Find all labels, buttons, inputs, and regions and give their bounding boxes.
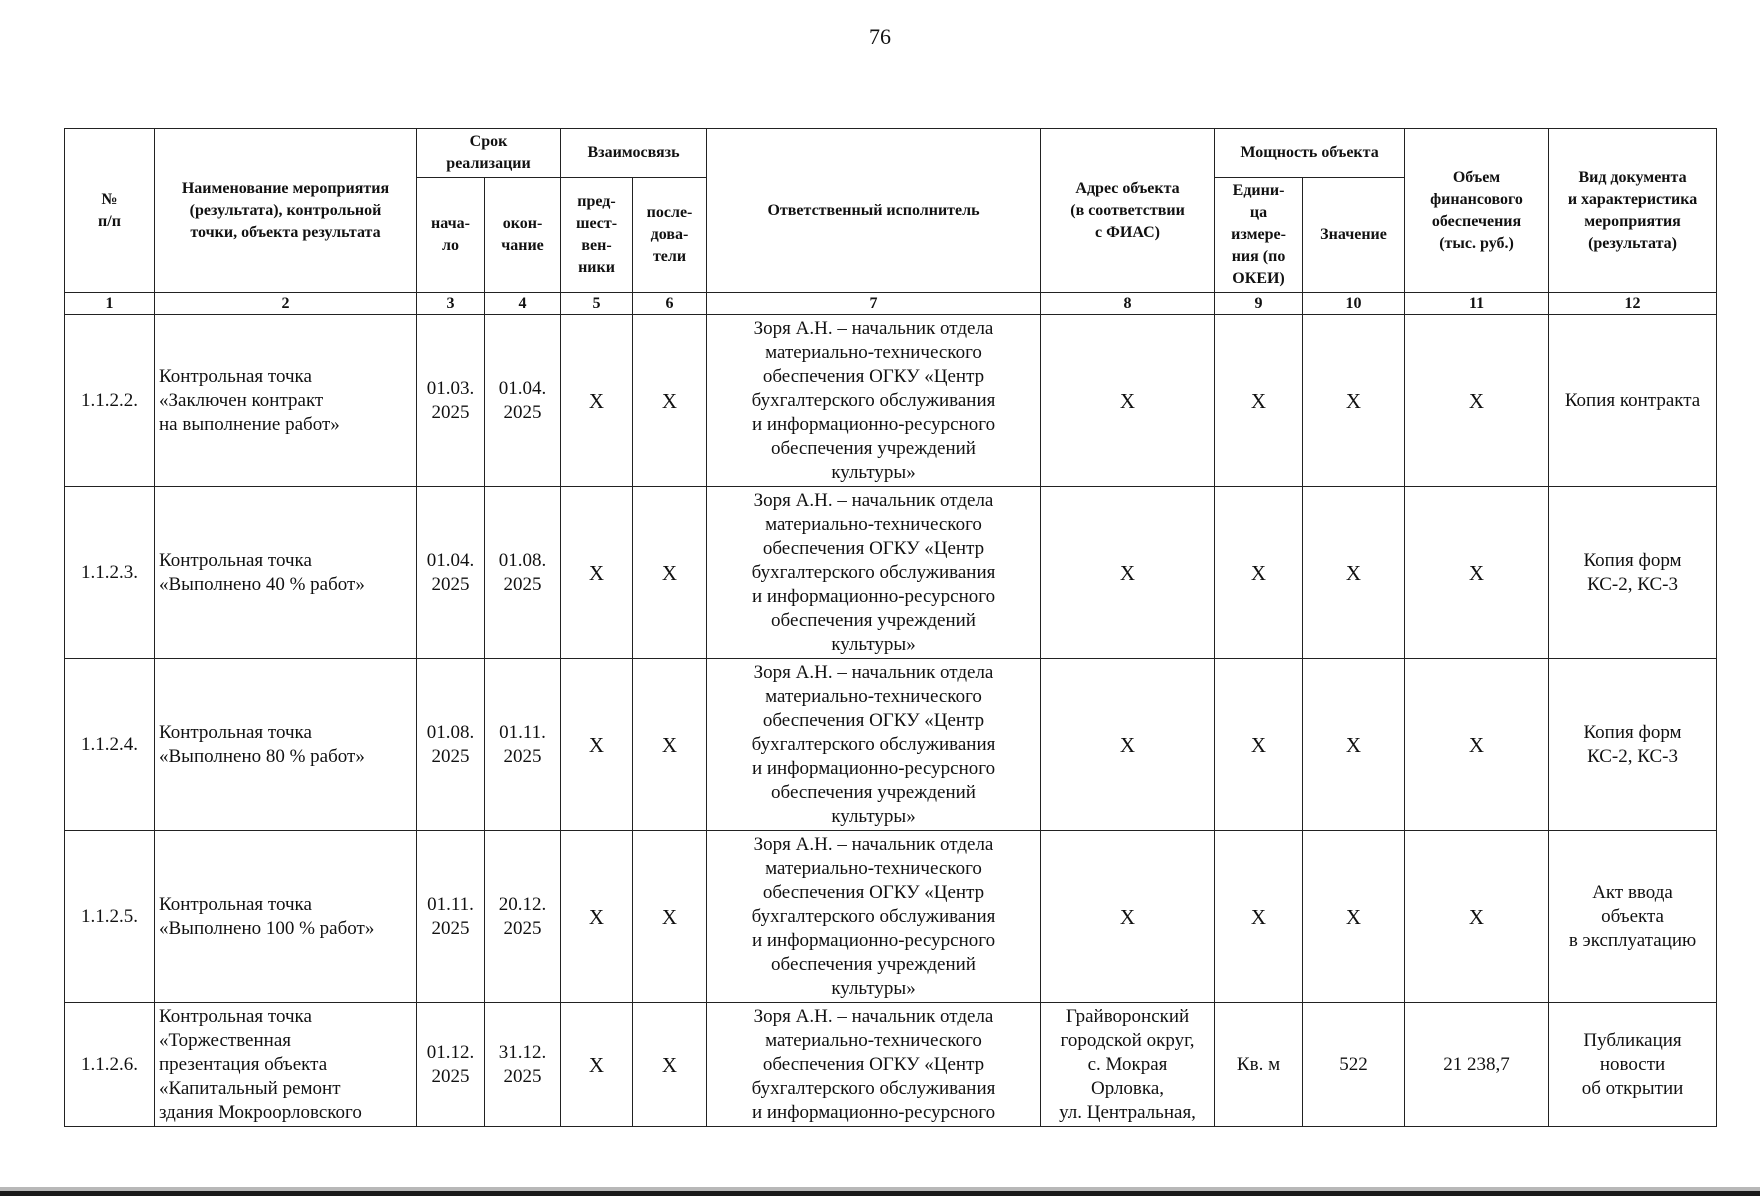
row-finance: X [1405, 315, 1549, 487]
row-finance: 21 238,7 [1405, 1003, 1549, 1127]
row-executor: Зоря А.Н. – начальник отдела материально-технического обеспечения ОГКУ «Центр бухгалтерского обслуживания и информационно-ресурсного обеспечения учреждений культуры» [707, 315, 1041, 487]
row-value: X [1303, 831, 1405, 1003]
column-number-row [65, 293, 1717, 315]
row-executor: Зоря А.Н. – начальник отдела материально-технического обеспечения ОГКУ «Центр бухгалтерского обслуживания и информационно-ресурсного обеспечения учреждений культуры» [707, 659, 1041, 831]
header-finance: Объем финансового обеспечения (тыс. руб.) [1405, 129, 1549, 293]
row-address: X [1041, 315, 1215, 487]
row-predecessors: X [561, 487, 633, 659]
row-unit: X [1215, 487, 1303, 659]
column-number: 8 [1041, 293, 1215, 315]
row-end-date: 01.08. 2025 [485, 487, 561, 659]
header-num: № п/п [65, 129, 155, 293]
row-name: Контрольная точка «Выполнено 80 % работ» [155, 659, 417, 831]
page-number: 76 [869, 24, 891, 49]
table-row [65, 487, 1717, 659]
row-executor: Зоря А.Н. – начальник отдела материально-технического обеспечения ОГКУ «Центр бухгалтерского обслуживания и информационно-ресурсного [707, 1003, 1041, 1127]
row-doc-type: Публикация новости об открытии [1549, 1003, 1717, 1127]
column-number: 10 [1303, 293, 1405, 315]
header-start: нача- ло [417, 178, 485, 293]
table-row [65, 659, 1717, 831]
column-number: 9 [1215, 293, 1303, 315]
row-unit: X [1215, 315, 1303, 487]
row-num: 1.1.2.4. [65, 659, 155, 831]
row-end-date: 01.11. 2025 [485, 659, 561, 831]
header-capacity: Мощность объекта [1215, 129, 1405, 178]
row-unit: Кв. м [1215, 1003, 1303, 1127]
row-predecessors: X [561, 315, 633, 487]
row-unit: X [1215, 831, 1303, 1003]
header-relation: Взаимосвязь [561, 129, 707, 178]
row-address: Грайворонский городской округ, с. Мокрая Орловка, ул. Центральная, [1041, 1003, 1215, 1127]
row-value: X [1303, 659, 1405, 831]
row-name: Контрольная точка «Выполнено 100 % работ» [155, 831, 417, 1003]
table-row [65, 1003, 1717, 1127]
row-value: 522 [1303, 1003, 1405, 1127]
row-end-date: 20.12. 2025 [485, 831, 561, 1003]
row-end-date: 01.04. 2025 [485, 315, 561, 487]
header-value: Значение [1303, 178, 1405, 293]
header-name: Наименование мероприятия (результата), контрольной точки, объекта результата [155, 129, 417, 293]
row-predecessors: X [561, 831, 633, 1003]
column-number: 7 [707, 293, 1041, 315]
row-start-date: 01.11. 2025 [417, 831, 485, 1003]
row-finance: X [1405, 487, 1549, 659]
table-row [65, 831, 1717, 1003]
row-start-date: 01.08. 2025 [417, 659, 485, 831]
row-address: X [1041, 831, 1215, 1003]
row-num: 1.1.2.3. [65, 487, 155, 659]
row-end-date: 31.12. 2025 [485, 1003, 561, 1127]
column-number: 3 [417, 293, 485, 315]
row-name: Контрольная точка «Выполнено 40 % работ» [155, 487, 417, 659]
row-finance: X [1405, 659, 1549, 831]
header-successors: после- дова- тели [633, 178, 707, 293]
row-doc-type: Копия форм КС-2, КС-3 [1549, 487, 1717, 659]
header-doc-type: Вид документа и характеристика мероприятия (результата) [1549, 129, 1717, 293]
row-start-date: 01.04. 2025 [417, 487, 485, 659]
row-successors: X [633, 831, 707, 1003]
header-executor: Ответственный исполнитель [707, 129, 1041, 293]
table-row [65, 315, 1717, 487]
row-start-date: 01.03. 2025 [417, 315, 485, 487]
row-doc-type: Копия форм КС-2, КС-3 [1549, 659, 1717, 831]
column-number: 11 [1405, 293, 1549, 315]
header-predecessors: пред- шест- вен- ники [561, 178, 633, 293]
row-finance: X [1405, 831, 1549, 1003]
header-term: Срок реализации [417, 129, 561, 178]
row-num: 1.1.2.5. [65, 831, 155, 1003]
row-doc-type: Копия контракта [1549, 315, 1717, 487]
column-number: 1 [65, 293, 155, 315]
header-row-top [65, 129, 1717, 178]
row-name: Контрольная точка «Заключен контракт на выполнение работ» [155, 315, 417, 487]
row-start-date: 01.12. 2025 [417, 1003, 485, 1127]
row-num: 1.1.2.2. [65, 315, 155, 487]
row-successors: X [633, 315, 707, 487]
row-predecessors: X [561, 659, 633, 831]
row-successors: X [633, 1003, 707, 1127]
row-executor: Зоря А.Н. – начальник отдела материально-технического обеспечения ОГКУ «Центр бухгалтерского обслуживания и информационно-ресурсного обеспечения учреждений культуры» [707, 831, 1041, 1003]
row-value: X [1303, 487, 1405, 659]
column-number: 5 [561, 293, 633, 315]
row-predecessors: X [561, 1003, 633, 1127]
column-number: 6 [633, 293, 707, 315]
header-address: Адрес объекта (в соответствии с ФИАС) [1041, 129, 1215, 293]
row-name: Контрольная точка «Торжественная презентация объекта «Капитальный ремонт здания Мокроорловского [155, 1003, 417, 1127]
row-address: X [1041, 659, 1215, 831]
row-successors: X [633, 659, 707, 831]
row-value: X [1303, 315, 1405, 487]
row-doc-type: Акт ввода объекта в эксплуатацию [1549, 831, 1717, 1003]
row-unit: X [1215, 659, 1303, 831]
row-num: 1.1.2.6. [65, 1003, 155, 1127]
header-end: окон- чание [485, 178, 561, 293]
plan-table [64, 128, 1717, 1127]
row-executor: Зоря А.Н. – начальник отдела материально-технического обеспечения ОГКУ «Центр бухгалтерского обслуживания и информационно-ресурсного обеспечения учреждений культуры» [707, 487, 1041, 659]
row-successors: X [633, 487, 707, 659]
column-number: 12 [1549, 293, 1717, 315]
row-address: X [1041, 487, 1215, 659]
column-number: 2 [155, 293, 417, 315]
header-unit: Едини- ца измере- ния (по ОКЕИ) [1215, 178, 1303, 293]
scan-edge-line [0, 1191, 1760, 1196]
column-number: 4 [485, 293, 561, 315]
